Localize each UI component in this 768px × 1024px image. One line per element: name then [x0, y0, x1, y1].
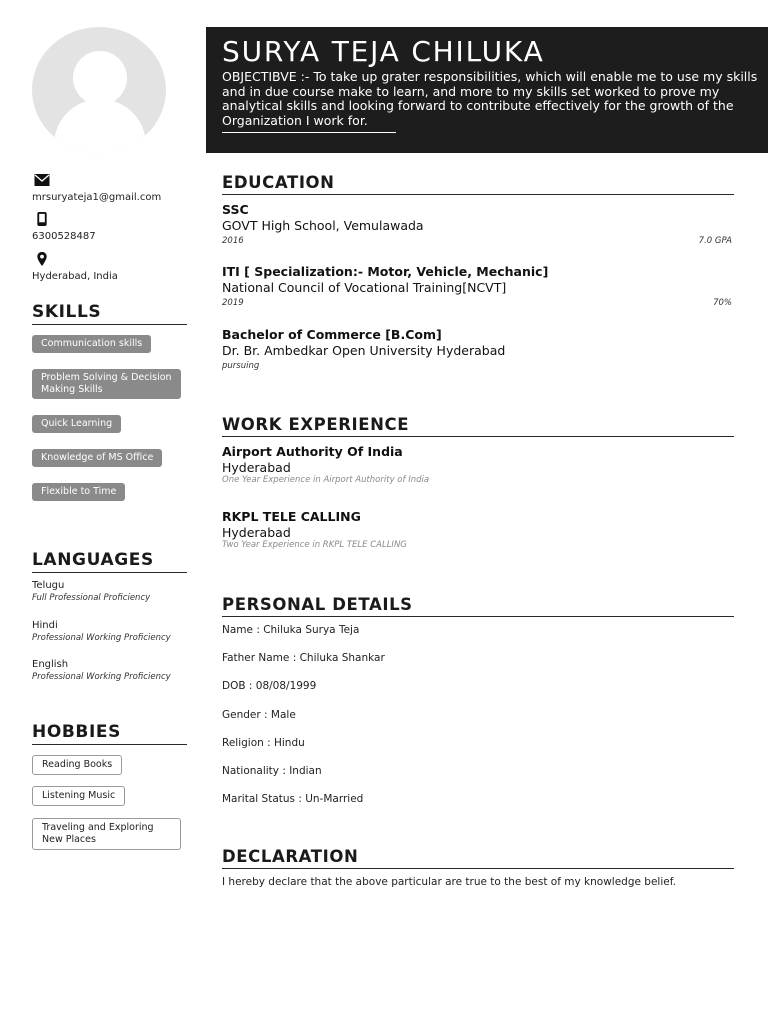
language-item [32, 620, 188, 643]
work-company: RKPL TELE CALLING [222, 509, 361, 524]
phone-text: 6300528487 [32, 231, 96, 242]
education-title: ITI [ Specialization:- Motor, Vehicle, Mechanic] [222, 264, 549, 279]
header-banner [206, 27, 768, 153]
personal-detail: Marital Status : Un-Married [222, 793, 364, 805]
work-location: Hyderabad [222, 460, 291, 475]
education-institution: National Council of Vocational Training[NCVT] [222, 280, 507, 295]
candidate-name: SURYA TEJA CHILUKA [222, 35, 545, 68]
languages-heading: LANGUAGES [32, 550, 187, 573]
map-pin-icon [34, 252, 50, 266]
work-entry [222, 444, 732, 485]
declaration-heading: DECLARATION [222, 847, 734, 869]
education-date: pursuing [222, 361, 260, 371]
location-text: Hyderabad, India [32, 271, 118, 282]
education-date: 2016 [222, 236, 244, 246]
contact-email [32, 173, 188, 203]
education-date: 2019 [222, 298, 244, 308]
hobby-chip: Reading Books [32, 755, 122, 775]
work-location: Hyderabad [222, 525, 291, 540]
hobbies-heading: HOBBIES [32, 722, 187, 745]
education-heading: EDUCATION [222, 173, 734, 195]
work-entry [222, 509, 732, 550]
education-entry [222, 327, 732, 371]
skill-chip: Quick Learning [32, 415, 121, 433]
language-name: English [32, 659, 69, 670]
language-item [32, 659, 188, 682]
work-heading: WORK EXPERIENCE [222, 415, 734, 437]
language-level: Professional Working Proficiency [32, 633, 171, 643]
personal-heading: PERSONAL DETAILS [222, 595, 734, 617]
work-description: One Year Experience in Airport Authority of India [222, 475, 430, 485]
personal-detail: Father Name : Chiluka Shankar [222, 652, 385, 664]
avatar [32, 27, 166, 153]
language-level: Professional Working Proficiency [32, 672, 171, 682]
language-name: Hindi [32, 620, 58, 631]
education-entry [222, 202, 732, 246]
education-institution: Dr. Br. Ambedkar Open University Hyderabad [222, 343, 506, 358]
education-title: Bachelor of Commerce [B.Com] [222, 327, 442, 342]
user-silhouette-icon [73, 51, 127, 105]
education-entry [222, 264, 732, 308]
language-level: Full Professional Proficiency [32, 593, 151, 603]
skill-chip: Flexible to Time [32, 483, 125, 501]
phone-icon [34, 212, 50, 226]
hobby-chip: Listening Music [32, 786, 125, 806]
personal-detail: Name : Chiluka Surya Teja [222, 624, 360, 636]
hobby-chip: Traveling and Exploring New Places [32, 818, 181, 850]
education-institution: GOVT High School, Vemulawada [222, 218, 424, 233]
header-divider [222, 132, 396, 133]
contact-location [32, 252, 188, 282]
skill-chip: Knowledge of MS Office [32, 449, 162, 467]
skills-heading: SKILLS [32, 302, 187, 325]
skill-chip: Problem Solving & Decision Making Skills [32, 369, 181, 399]
education-title: SSC [222, 202, 249, 217]
skill-chip: Communication skills [32, 335, 151, 353]
language-item [32, 580, 188, 603]
envelope-icon [34, 173, 50, 187]
work-company: Airport Authority Of India [222, 444, 403, 459]
email-text[interactable]: mrsuryateja1@gmail.com [32, 192, 162, 203]
contact-phone [32, 212, 188, 242]
declaration-text: I hereby declare that the above particular are true to the best of my knowledge belief. [222, 876, 676, 888]
personal-detail: Gender : Male [222, 709, 296, 721]
language-name: Telugu [32, 580, 65, 591]
education-grade: 70% [713, 298, 732, 308]
education-grade: 7.0 GPA [698, 236, 732, 246]
personal-detail: Religion : Hindu [222, 737, 305, 749]
objective-text: OBJECTIBVE :- To take up grater responsibilities, which will enable me to use my skills and in due course make to learn, and more to my skills set worked to prove my analytical skills and looking forward to contribute effectively for the growth of the Organization I work for. [222, 69, 758, 128]
work-description: Two Year Experience in RKPL TELE CALLING [222, 540, 407, 550]
personal-detail: DOB : 08/08/1999 [222, 680, 317, 692]
personal-detail: Nationality : Indian [222, 765, 322, 777]
